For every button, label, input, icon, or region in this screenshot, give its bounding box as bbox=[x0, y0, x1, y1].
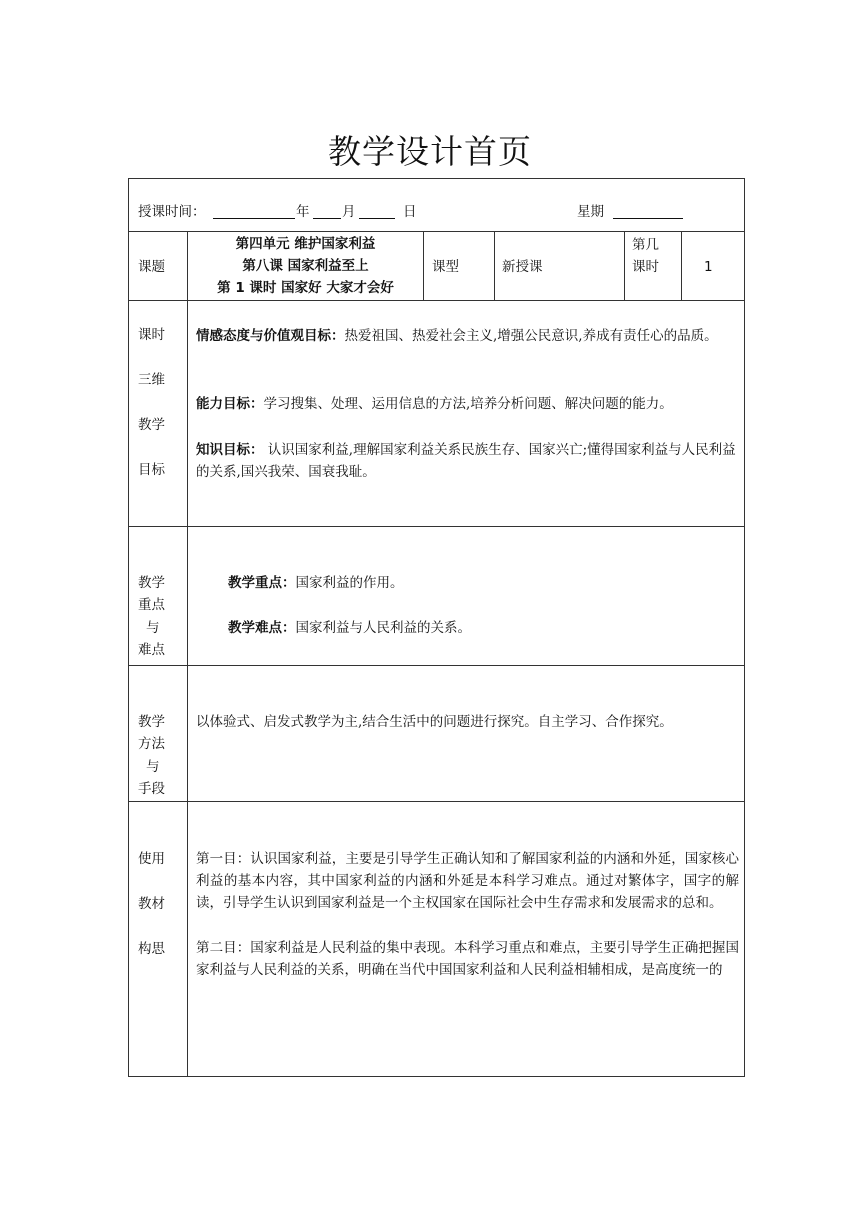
knowledge-objective-title: 知识目标： bbox=[196, 442, 264, 458]
topic-label: 课题 bbox=[138, 259, 165, 275]
column-divider bbox=[681, 231, 682, 300]
page-title: 教学设计首页 bbox=[328, 132, 532, 171]
day-label: 日 bbox=[403, 204, 417, 220]
row-divider bbox=[128, 526, 745, 527]
textbook-label-3: 构思 bbox=[138, 941, 165, 957]
emotion-objective-title: 情感态度与价值观目标： bbox=[196, 328, 345, 344]
ability-objective bbox=[196, 393, 739, 415]
keypoints-label-3: 与 bbox=[146, 620, 160, 636]
methods-label-3: 与 bbox=[146, 759, 160, 775]
knowledge-objective bbox=[196, 439, 739, 483]
difficult-point bbox=[228, 617, 471, 639]
period-value: 1 bbox=[704, 259, 713, 275]
objectives-label-3: 教学 bbox=[138, 417, 165, 433]
type-value: 新授课 bbox=[502, 259, 543, 275]
period-label-1: 第几 bbox=[632, 237, 659, 253]
textbook-paragraph-2: 第二目：国家利益是人民利益的集中表现。本科学习重点和难点，主要引导学生正确把握国家利益与人民利益的关系，明确在当代中国国家利益和人民利益相辅相成，是高度统一的 bbox=[196, 940, 739, 978]
methods-text: 以体验式、启发式教学为主,结合生活中的问题进行探究。自主学习、合作探究。 bbox=[196, 714, 673, 730]
column-divider bbox=[187, 231, 188, 1077]
type-label: 课型 bbox=[432, 259, 459, 275]
row-divider bbox=[128, 801, 745, 802]
ability-objective-title: 能力目标： bbox=[196, 396, 264, 412]
emotion-objective bbox=[196, 325, 739, 347]
keypoints-label-4: 难点 bbox=[138, 642, 165, 658]
methods-label-1: 教学 bbox=[138, 714, 165, 730]
methods-label-2: 方法 bbox=[138, 736, 165, 752]
date-year-blank bbox=[213, 218, 295, 219]
objectives-label-4: 目标 bbox=[138, 462, 165, 478]
period-label-2: 课时 bbox=[632, 259, 659, 275]
objectives-label-2: 三维 bbox=[138, 372, 165, 388]
keypoints-label-2: 重点 bbox=[138, 597, 165, 613]
ability-objective-text: 学习搜集、处理、运用信息的方法,培养分析问题、解决问题的能力。 bbox=[263, 396, 673, 412]
key-point-title: 教学重点： bbox=[228, 575, 296, 591]
textbook-label-2: 教材 bbox=[138, 896, 165, 912]
weekday-blank bbox=[613, 218, 683, 219]
textbook-paragraph-1: 第一目：认识国家利益，主要是引导学生正确认知和了解国家利益的内涵和外延，国家核心利益的基本内容，其中国家利益的内涵和外延是本科学习难点。通过对繁体字，国字的解读，引导学生认识到国家利益是一个主权国家在国际社会中生存需求和发展需求的总和。 bbox=[196, 851, 739, 911]
topic-line-3: 第 1 课时 国家好 大家才会好 bbox=[217, 280, 394, 296]
difficult-point-text: 国家利益与人民利益的关系。 bbox=[295, 620, 471, 636]
column-divider bbox=[624, 231, 625, 300]
month-label: 月 bbox=[342, 204, 356, 220]
key-point-text: 国家利益的作用。 bbox=[295, 575, 404, 591]
methods-label-4: 手段 bbox=[138, 781, 165, 797]
row-divider bbox=[128, 665, 745, 666]
date-label: 授课时间： bbox=[138, 204, 206, 220]
key-point bbox=[228, 572, 404, 594]
topic-line-2: 第八课 国家利益至上 bbox=[242, 258, 369, 274]
keypoints-label-1: 教学 bbox=[138, 575, 165, 591]
emotion-objective-text: 热爱祖国、热爱社会主义,增强公民意识,养成有责任心的品质。 bbox=[344, 328, 718, 344]
column-divider bbox=[423, 231, 424, 300]
topic-line-1: 第四单元 维护国家利益 bbox=[235, 236, 376, 252]
date-day-blank bbox=[359, 218, 395, 219]
year-label: 年 bbox=[296, 204, 310, 220]
objectives-label-1: 课时 bbox=[138, 327, 165, 343]
row-divider bbox=[128, 231, 745, 232]
weekday-label: 星期 bbox=[577, 204, 604, 220]
textbook-label-1: 使用 bbox=[138, 851, 165, 867]
difficult-point-title: 教学难点： bbox=[228, 620, 296, 636]
knowledge-objective-text: 认识国家利益,理解国家利益关系民族生存、国家兴亡;懂得国家利益与人民利益的关系,国兴我荣、国衰我耻。 bbox=[196, 442, 736, 480]
date-month-blank bbox=[313, 218, 341, 219]
row-divider bbox=[128, 300, 745, 301]
column-divider bbox=[494, 231, 495, 300]
